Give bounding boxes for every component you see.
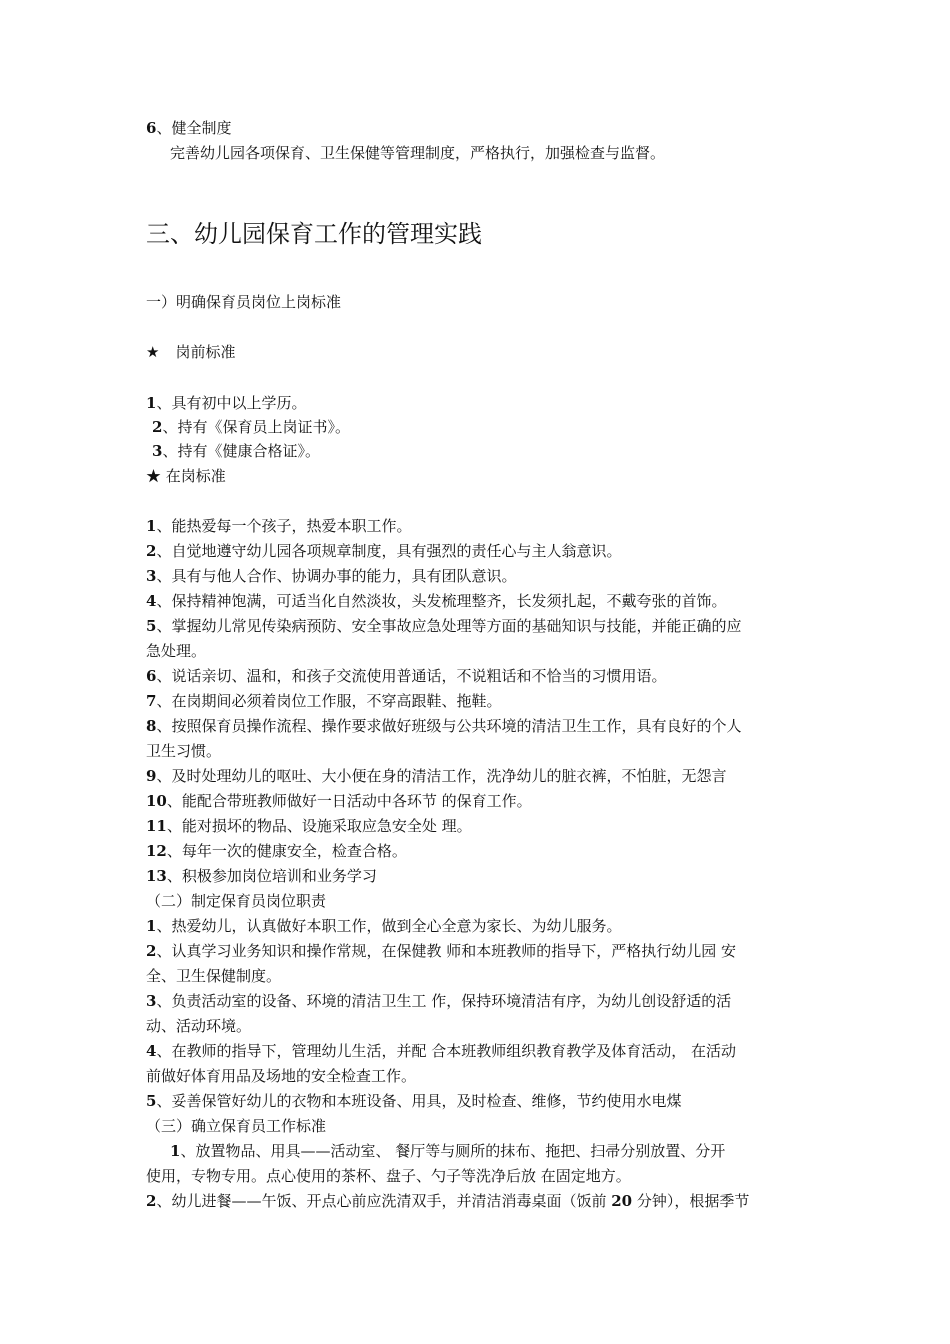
list-item-continuation: 前做好体育用品及场地的安全检查工作。: [146, 1067, 417, 1085]
list-item: 6、说话亲切、温和，和孩子交流使用普通话，不说粗话和不恰当的习惯用语。: [146, 667, 667, 685]
list-item: 8、按照保育员操作流程、操作要求做好班级与公共环境的清洁卫生工作，具有良好的个人: [146, 717, 742, 735]
star-icon: ★: [146, 343, 160, 361]
list-item-continuation: 全、卫生保健制度。: [146, 967, 282, 985]
on-duty-heading: ★ 在岗标准: [146, 467, 226, 485]
list-item: 2、自觉地遵守幼儿园各项规章制度，具有强烈的责任心与主人翁意识。: [146, 542, 622, 560]
list-item: 2、幼儿进餐——午饭、开点心前应洗清双手，并清洁消毒桌面（饭前 20 分钟），根据季节: [146, 1192, 750, 1210]
list-item: 9、及时处理幼儿的呕吐、大小便在身的清洁工作，洗净幼儿的脏衣裤，不怕脏，无怨言: [146, 767, 727, 785]
section-6-body: 完善幼儿园各项保育、卫生保健等管理制度，严格执行，加强检查与监督。: [170, 144, 666, 162]
list-item: 4、在教师的指导下，管理幼儿生活，并配 合本班教师组织教育教学及体育活动， 在活动: [146, 1042, 736, 1060]
list-item: 13、积极参加岗位培训和业务学习: [146, 867, 377, 885]
list-item-continuation: 急处理。: [146, 642, 207, 660]
list-item: 5、掌握幼儿常见传染病预防、安全事故应急处理等方面的基础知识与技能，并能正确的应: [146, 617, 742, 635]
section-6-heading: 6、健全制度: [146, 119, 232, 137]
list-item: 2、持有《保育员上岗证书》。: [152, 418, 350, 436]
list-item-continuation: 卫生习惯。: [146, 742, 222, 760]
list-item: 1、具有初中以上学历。: [146, 394, 307, 412]
list-item: 3、具有与他人合作、协调办事的能力，具有团队意识。: [146, 567, 517, 585]
duties-heading: （二）制定保育员岗位职责: [146, 892, 327, 910]
list-item: 12、每年一次的健康安全，检查合格。: [146, 842, 407, 860]
standards-heading: （三）确立保育员工作标准: [146, 1117, 327, 1135]
list-item: 10、能配合带班教师做好一日活动中各环节 的保育工作。: [146, 792, 532, 810]
list-item: 3、持有《健康合格证》。: [152, 442, 320, 460]
list-item: 7、在岗期间必须着岗位工作服，不穿高跟鞋、拖鞋。: [146, 692, 502, 710]
pre-job-heading: ★ 岗前标准: [146, 343, 236, 361]
list-item: 1、能热爱每一个孩子，热爱本职工作。: [146, 517, 412, 535]
list-item: 1、放置物品、用具——活动室、 餐厅等与厕所的抹布、拖把、扫帚分别放置、分开: [170, 1142, 726, 1160]
list-item-continuation: 使用，专物专用。点心使用的茶杯、盘子、勺子等洗净后放 在固定地方。: [146, 1167, 631, 1185]
list-item-continuation: 动、活动环境。: [146, 1017, 252, 1035]
page-title: 三、幼儿园保育工作的管理实践: [146, 220, 482, 248]
list-item: 5、妥善保管好幼儿的衣物和本班设备、用具，及时检查、维修，节约使用水电煤: [146, 1092, 682, 1110]
list-item: 2、认真学习业务知识和操作常规，在保健教 师和本班教师的指导下，严格执行幼儿园 安: [146, 942, 736, 960]
list-item: 3、负责活动室的设备、环境的清洁卫生工 作，保持环境清洁有序，为幼儿创设舒适的活: [146, 992, 732, 1010]
list-item: 4、保持精神饱满，可适当化自然淡妆，头发梳理整齐，长发须扎起，不戴夸张的首饰。: [146, 592, 727, 610]
list-item: 1、热爱幼儿，认真做好本职工作，做到全心全意为家长、为幼儿服务。: [146, 917, 622, 935]
subsection-heading-1: 一）明确保育员岗位上岗标准: [146, 293, 342, 311]
list-item: 11、能对损坏的物品、设施采取应急安全处 理。: [146, 817, 472, 835]
